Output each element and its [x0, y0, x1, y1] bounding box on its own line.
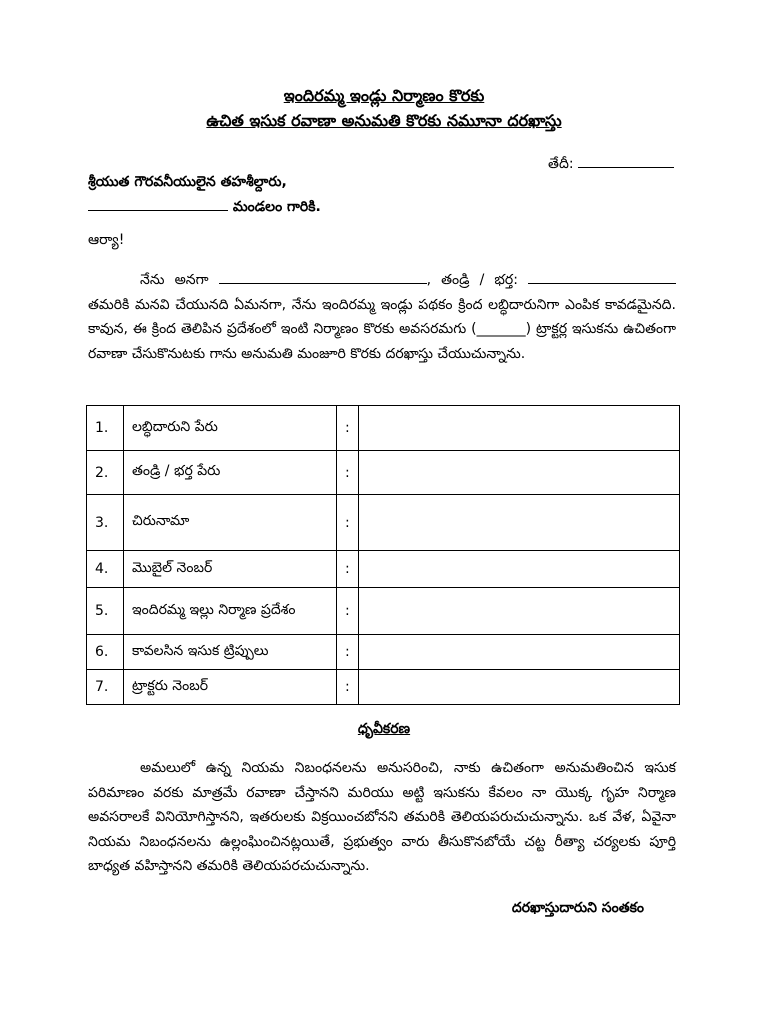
- declaration-text: అమలులో ఉన్న నియమ నిబంధనలను అనుసరించి, నాకు ఉచితంగా అనుమతించిన ఇసుక పరిమాణం వరకు మాత్రమే రవాణా చేస్తానని మరియు అట్టి ఇసుకను కేవలం నా యొక్క గృహ నిర్మాణ అవసరాలకే వినియోగిస్తానని, ఇతరులకు విక్రయించబోనని తమరికి తెలియపరుచుచున్నాను. ఒక వేళ, ఏవైనా నియమ నిబంధనలను ఉల్లంఘించినట్లయితే, ప్రభుత్వం వారు తీసుకొనబోయే చట్ట రీత్యా చర్యలకు పూర్తి బాధ్యత వహిస్తానని తమరికి తెలియపరచుచున్నాను.: [88, 760, 676, 874]
- table-row: [87, 406, 680, 451]
- table-row: [87, 635, 680, 670]
- row-number: 1.: [87, 406, 124, 451]
- date-label: తేదీ:: [548, 156, 574, 172]
- address-line1: శ్రీయుత గౌరవనీయులైన తహశీల్దారు,: [88, 174, 287, 190]
- row-colon: :: [337, 635, 359, 670]
- row-number: 6.: [87, 635, 124, 670]
- row-colon: :: [337, 406, 359, 451]
- row-label: తండ్రి / భర్త పేరు: [124, 451, 337, 495]
- address-line2-suffix: మండలం గారికి.: [232, 199, 321, 215]
- row-number: 5.: [87, 588, 124, 635]
- row-label: లబ్ధిదారుని పేరు: [124, 406, 337, 451]
- request-paragraph: [88, 268, 676, 366]
- row-value-cell[interactable]: [358, 406, 679, 451]
- form-title-line2: ఉచిత ఇసుక రవాణా అనుమతి కొరకు నమూనా దరఖాస్తు: [206, 111, 562, 130]
- row-label: ట్రాక్టరు నెంబర్: [124, 670, 337, 705]
- row-label: కావలసిన ఇసుక ట్రిప్పులు: [124, 635, 337, 670]
- form-title-line1: ఇందిరమ్మ ఇండ్లు నిర్మాణం కొరకు: [283, 86, 485, 105]
- mandal-blank: [88, 196, 228, 211]
- name-prefix: నేను అనగా: [140, 272, 209, 288]
- row-value-cell[interactable]: [358, 635, 679, 670]
- father-name-blank: [528, 269, 676, 284]
- date-blank: [578, 153, 674, 168]
- table-row: [87, 451, 680, 495]
- row-number: 3.: [87, 495, 124, 551]
- father-label: , తండ్రి / భర్త:: [426, 272, 518, 288]
- row-value-cell[interactable]: [358, 588, 679, 635]
- salutation: ఆర్యా!: [88, 232, 125, 248]
- row-value-cell[interactable]: [358, 451, 679, 495]
- table-row: [87, 670, 680, 705]
- row-label: చిరునామా: [124, 495, 337, 551]
- row-value-cell[interactable]: [358, 495, 679, 551]
- row-label: ఇందిరమ్మ ఇల్లు నిర్మాణ ప్రదేశం: [124, 588, 337, 635]
- applicant-signature-label: దరఖాస్తుదారుని సంతకం: [511, 900, 644, 916]
- row-colon: :: [337, 588, 359, 635]
- row-number: 7.: [87, 670, 124, 705]
- row-colon: :: [337, 495, 359, 551]
- row-value-cell[interactable]: [358, 670, 679, 705]
- table-row: [87, 551, 680, 588]
- row-number: 4.: [87, 551, 124, 588]
- declaration-paragraph: [88, 756, 676, 879]
- row-colon: :: [337, 670, 359, 705]
- address-line2: [88, 196, 321, 218]
- applicant-details-table: [86, 405, 680, 705]
- row-colon: :: [337, 551, 359, 588]
- row-label: మొబైల్ నెంబర్: [124, 551, 337, 588]
- table-row: [87, 588, 680, 635]
- applicant-name-blank: [219, 269, 427, 284]
- row-value-cell[interactable]: [358, 551, 679, 588]
- declaration-title: ధృవీకరణ: [357, 721, 411, 737]
- date-field: [548, 153, 674, 175]
- request-text: తమరికి మనవి చేయునది ఏమనగా, నేను ఇందిరమ్మ ఇండ్లు పథకం క్రింద లబ్ధిదారునిగా ఎంపిక కావడమైనది. కావున, ఈ క్రింద తెలిపిన ప్రదేశంలో ఇంటి నిర్మాణం కొరకు అవసరమగు (_______) ట్రాక్టర్ల ఇసుకను ఉచితంగా రవాణా చేసుకొనుటకు గాను అనుమతి మంజూరి కొరకు దరఖాస్తు చేయుచున్నాను.: [88, 296, 676, 362]
- row-number: 2.: [87, 451, 124, 495]
- row-colon: :: [337, 451, 359, 495]
- table-row: [87, 495, 680, 551]
